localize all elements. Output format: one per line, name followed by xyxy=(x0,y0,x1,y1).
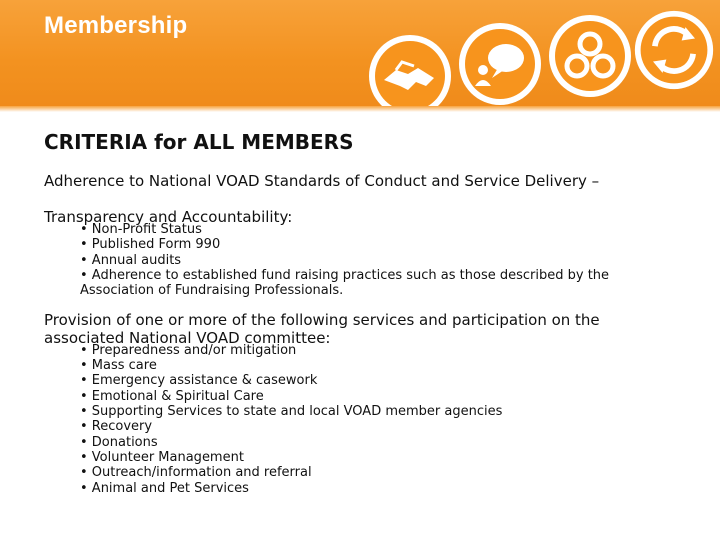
list-item: • Mass care xyxy=(80,357,157,373)
list-item: • Animal and Pet Services xyxy=(80,480,249,496)
list-item: • Adherence to established fund raising practices such as those described by the Association of Fundraising Professionals. xyxy=(80,267,610,299)
slide-content xyxy=(44,130,684,496)
criteria-heading: CRITERIA for ALL MEMBERS xyxy=(44,130,354,154)
list-item: • Outreach/information and referral xyxy=(80,465,312,481)
speech-bubble-icon xyxy=(456,20,544,108)
recycle-arrows-icon xyxy=(632,8,716,92)
handshake-icon xyxy=(366,32,454,120)
services-list xyxy=(80,343,684,496)
list-item: • Non-Profit Status xyxy=(80,222,202,237)
header-banner xyxy=(0,0,720,112)
list-item: • Emergency assistance & casework xyxy=(80,373,318,389)
list-item: • Donations xyxy=(80,434,158,450)
intro-line: Adherence to National VOAD Standards of Conduct and Service Delivery – xyxy=(44,172,600,190)
list-item: • Annual audits xyxy=(80,252,182,268)
list-item: • Emotional & Spiritual Care xyxy=(80,388,264,404)
list-item: • Recovery xyxy=(80,419,153,435)
list-item: • Supporting Services to state and local VOAD member agencies xyxy=(80,403,503,419)
icon-row xyxy=(366,8,716,108)
list-item: • Published Form 990 xyxy=(80,237,221,253)
services-label: Provision of one or more of the following services and participation on the associated National VOAD committee: xyxy=(44,310,600,347)
list-item: • Volunteer Management xyxy=(80,449,244,465)
page-title: Membership xyxy=(44,12,188,39)
transparency-label: Transparency and Accountability: xyxy=(44,208,293,226)
list-item: • Preparedness and/or mitigation xyxy=(80,342,297,358)
gears-icon xyxy=(546,12,634,100)
transparency-list xyxy=(80,222,684,299)
